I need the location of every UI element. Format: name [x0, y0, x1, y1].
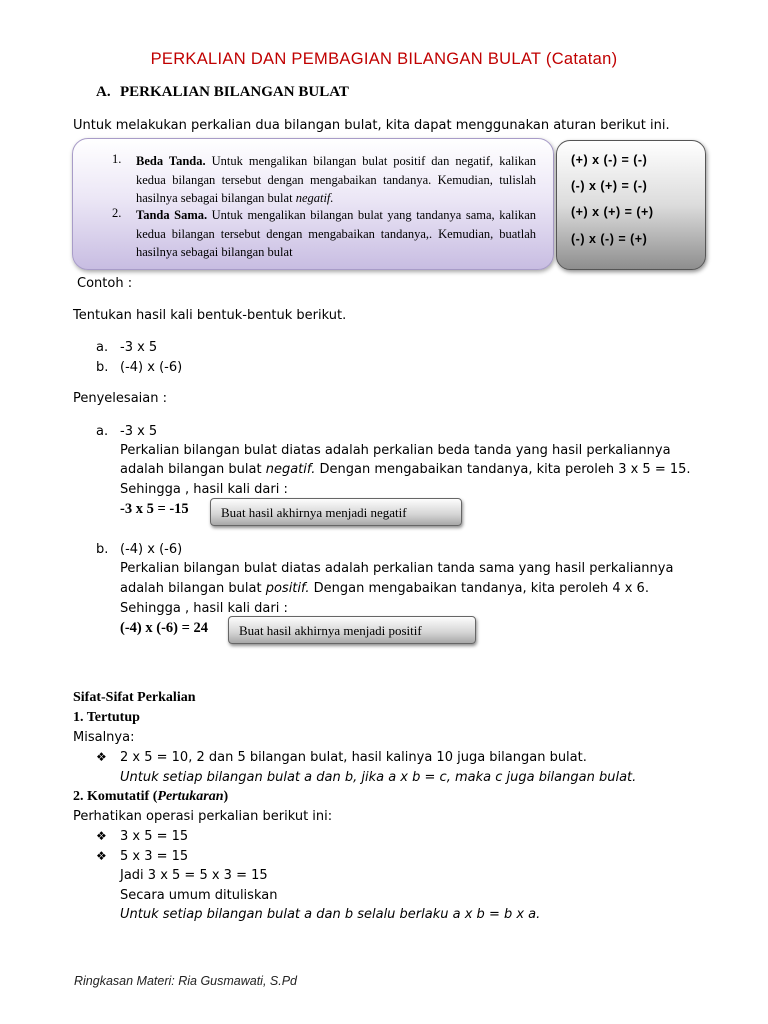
- solution-b-note: Buat hasil akhirnya menjadi positif: [228, 616, 476, 644]
- sign-rule-2: (-) x (+) = (-): [571, 179, 648, 193]
- solution-b-line2-pre: adalah bilangan bulat: [120, 581, 266, 596]
- solution-a-line3: Sehingga , hasil kali dari :: [120, 482, 288, 497]
- solution-a-line2-pre: adalah bilangan bulat: [120, 462, 266, 477]
- tertutup-bullet: 2 x 5 = 10, 2 dan 5 bilangan bulat, hasil kalinya 10 juga bilangan bulat.: [120, 750, 587, 765]
- solution-b-line2-emph: positif.: [265, 581, 310, 596]
- solution-b-result: (-4) x (-6) = 24: [120, 620, 208, 636]
- tertutup-heading: 1. Tertutup: [73, 710, 140, 725]
- rule-1-name: Beda Tanda.: [136, 154, 206, 168]
- task-text: Tentukan hasil kali bentuk-bentuk berikut.: [73, 308, 347, 323]
- problem-b-marker: b.: [96, 360, 109, 375]
- solution-b-line1: Perkalian bilangan bulat diatas adalah perkalian tanda sama yang hasil perkaliannya: [120, 561, 674, 576]
- komutatif-jadi: Jadi 3 x 5 = 5 x 3 = 15: [120, 868, 268, 883]
- komutatif-heading-emph: Pertukaran: [157, 789, 224, 804]
- solution-a-note: Buat hasil akhirnya menjadi negatif: [210, 498, 462, 526]
- intro-text: Untuk melakukan perkalian dua bilangan bulat, kita dapat menggunakan aturan berikut ini.: [73, 118, 670, 133]
- page-title: PERKALIAN DAN PEMBAGIAN BILANGAN BULAT (Catatan): [150, 50, 618, 68]
- solution-a-line2-emph: negatif.: [265, 462, 316, 477]
- sign-rule-4: (-) x (-) = (+): [571, 232, 648, 246]
- rule-2-name: Tanda Sama.: [136, 208, 208, 222]
- komutatif-bullet-1: 3 x 5 = 15: [120, 829, 189, 844]
- contoh-label: Contoh :: [77, 276, 133, 291]
- footer-credit: Ringkasan Materi: Ria Gusmawati, S.Pd: [74, 974, 298, 988]
- section-a-heading: PERKALIAN BILANGAN BULAT: [120, 84, 349, 100]
- rule-1-text: Untuk mengalikan bilangan bulat positif dan negatif, kalikan kedua bilangan tersebut dengan mengabaikan tandanya. Kemudian, tulislah hasilnya sebagai bilangan bulat: [136, 154, 536, 205]
- solution-b-marker: b.: [96, 542, 109, 557]
- solution-a-line2: [120, 462, 691, 477]
- solution-b-line3: Sehingga , hasil kali dari :: [120, 601, 288, 616]
- solution-a-marker: a.: [96, 424, 109, 439]
- problem-a-expr: -3 x 5: [120, 340, 158, 355]
- rule-2-number: 2.: [112, 206, 122, 220]
- solution-a-result: -3 x 5 = -15: [120, 501, 189, 517]
- rule-2: [136, 206, 536, 262]
- problem-a-marker: a.: [96, 340, 109, 355]
- diamond-bullet-icon: ❖: [96, 849, 107, 863]
- problem-b-expr: (-4) x (-6): [120, 360, 183, 375]
- tertutup-example-label: Misalnya:: [73, 730, 135, 745]
- properties-heading: Sifat-Sifat Perkalian: [73, 690, 196, 705]
- solution-a-line1: Perkalian bilangan bulat diatas adalah perkalian beda tanda yang hasil perkaliannya: [120, 443, 671, 458]
- solution-label: Penyelesaian :: [73, 391, 167, 406]
- tertutup-general: Untuk setiap bilangan bulat a dan b, jika a x b = c, maka c juga bilangan bulat.: [120, 770, 637, 785]
- rule-1-emph: negatif.: [295, 191, 334, 205]
- rule-1: [136, 152, 536, 208]
- solution-a-line2-post: Dengan mengabaikan tandanya, kita peroleh 3 x 5 = 15.: [315, 462, 691, 477]
- solution-b-expr: (-4) x (-6): [120, 542, 183, 557]
- diamond-bullet-icon: ❖: [96, 829, 107, 843]
- sign-rule-1: (+) x (-) = (-): [571, 153, 648, 167]
- section-a-marker: A.: [96, 84, 111, 100]
- solution-b-line2-post: Dengan mengabaikan tandanya, kita peroleh 4 x 6.: [309, 581, 649, 596]
- komutatif-secara: Secara umum dituliskan: [120, 888, 278, 903]
- komutatif-intro: Perhatikan operasi perkalian berikut ini:: [73, 809, 333, 824]
- solution-b-line2: [120, 581, 649, 596]
- solution-a-expr: -3 x 5: [120, 424, 158, 439]
- komutatif-heading-pre: 2. Komutatif (: [73, 789, 158, 804]
- rule-2-text: Untuk mengalikan bilangan bulat yang tandanya sama, kalikan kedua bilangan tersebut dengan mengabaikan tandanya,. Kemudian, buatlah hasilnya sebagai bilangan bulat: [136, 208, 536, 259]
- diamond-bullet-icon: ❖: [96, 750, 107, 764]
- komutatif-bullet-2: 5 x 3 = 15: [120, 849, 189, 864]
- komutatif-heading-post: ): [223, 789, 229, 804]
- komutatif-heading: [73, 789, 228, 805]
- komutatif-general: Untuk setiap bilangan bulat a dan b selalu berlaku a x b = b x a.: [120, 907, 541, 922]
- sign-rule-3: (+) x (+) = (+): [571, 205, 654, 219]
- rule-1-number: 1.: [112, 152, 122, 166]
